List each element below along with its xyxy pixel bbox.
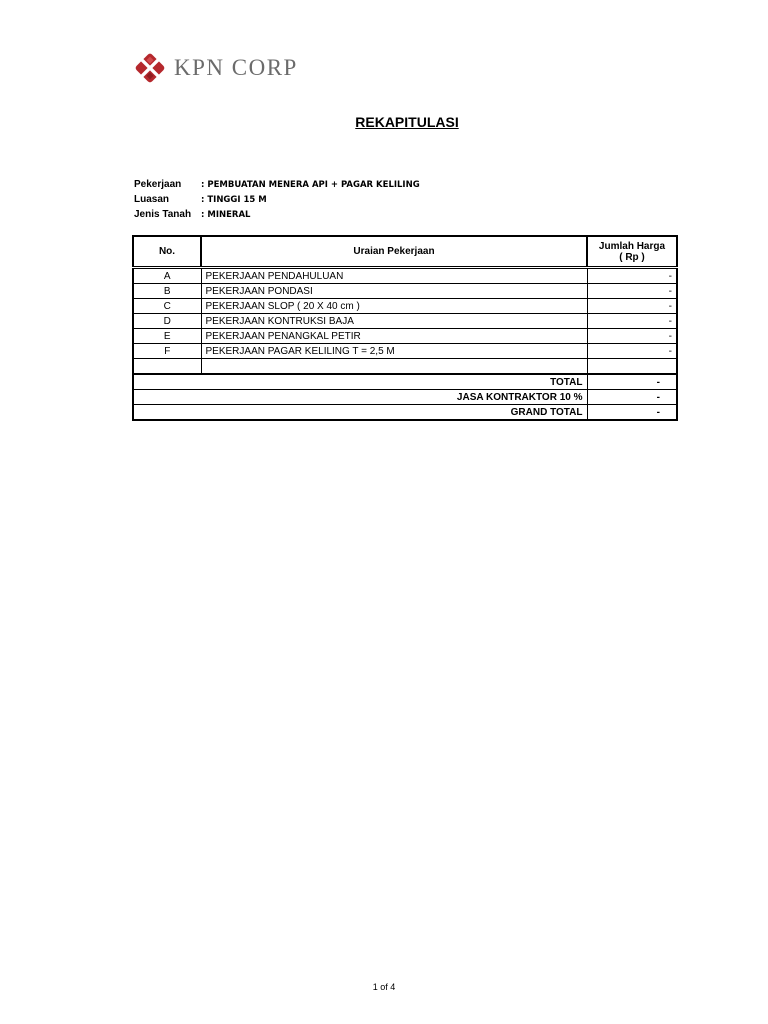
blank-cell — [201, 359, 587, 375]
cell-no: C — [133, 299, 201, 314]
kpn-logo-icon — [132, 50, 168, 86]
blank-cell — [587, 359, 677, 375]
cell-uraian: PEKERJAAN SLOP ( 20 X 40 cm ) — [201, 299, 587, 314]
info-label: Pekerjaan — [134, 179, 182, 190]
page-number: 1 of 4 — [372, 982, 396, 992]
summary-value: - — [587, 390, 677, 405]
cell-no: B — [133, 284, 201, 299]
header-jumlah-line2: ( Rp ) — [619, 251, 645, 263]
project-info — [134, 177, 420, 222]
header-jumlah-line1: Jumlah Harga — [598, 240, 666, 252]
summary-row-jasa-kontraktor — [133, 390, 677, 405]
summary-label: GRAND TOTAL — [133, 405, 587, 421]
blank-cell — [133, 359, 201, 375]
cell-uraian: PEKERJAAN PAGAR KELILING T = 2,5 M — [201, 344, 587, 359]
header-jumlah — [587, 236, 677, 268]
brand-name: KPN CORP — [174, 55, 298, 80]
cell-jumlah: - — [587, 344, 677, 359]
summary-row-total — [133, 374, 677, 390]
cell-jumlah: - — [587, 314, 677, 329]
cell-jumlah: - — [587, 329, 677, 344]
table-row — [133, 268, 677, 284]
cell-no: F — [133, 344, 201, 359]
summary-value: - — [587, 405, 677, 421]
info-value: : PEMBUATAN MENERA API + PAGAR KELILING — [201, 179, 420, 190]
summary-label: JASA KONTRAKTOR 10 % — [133, 390, 587, 405]
cell-uraian: PEKERJAAN PENDAHULUAN — [201, 268, 587, 284]
cell-uraian: PEKERJAAN KONTRUKSI BAJA — [201, 314, 587, 329]
page-title: REKAPITULASI — [355, 114, 459, 130]
cell-no: E — [133, 329, 201, 344]
info-label: Luasan — [134, 194, 170, 205]
info-value: : TINGGI 15 M — [201, 194, 267, 205]
summary-label: TOTAL — [133, 374, 587, 390]
info-row-luasan — [134, 192, 420, 207]
summary-value: - — [587, 374, 677, 390]
header-uraian: Uraian Pekerjaan — [201, 236, 587, 268]
cell-jumlah: - — [587, 268, 677, 284]
table-row — [133, 344, 677, 359]
table-row — [133, 284, 677, 299]
info-value: : MINERAL — [201, 209, 251, 220]
blank-row — [133, 359, 677, 375]
cell-no: D — [133, 314, 201, 329]
cell-jumlah: - — [587, 284, 677, 299]
table-row — [133, 299, 677, 314]
table-row — [133, 329, 677, 344]
summary-row-grand-total — [133, 405, 677, 421]
table-row — [133, 314, 677, 329]
cell-uraian: PEKERJAAN PENANGKAL PETIR — [201, 329, 587, 344]
info-label: Jenis Tanah — [134, 209, 192, 220]
table-header-row — [133, 236, 677, 268]
cell-jumlah: - — [587, 299, 677, 314]
info-row-pekerjaan — [134, 177, 420, 192]
cell-uraian: PEKERJAAN PONDASI — [201, 284, 587, 299]
kpn-corp-logo — [132, 50, 298, 86]
header-no: No. — [133, 236, 201, 268]
rekap-table — [132, 235, 678, 421]
info-row-jenis-tanah — [134, 207, 420, 222]
cell-no: A — [133, 268, 201, 284]
